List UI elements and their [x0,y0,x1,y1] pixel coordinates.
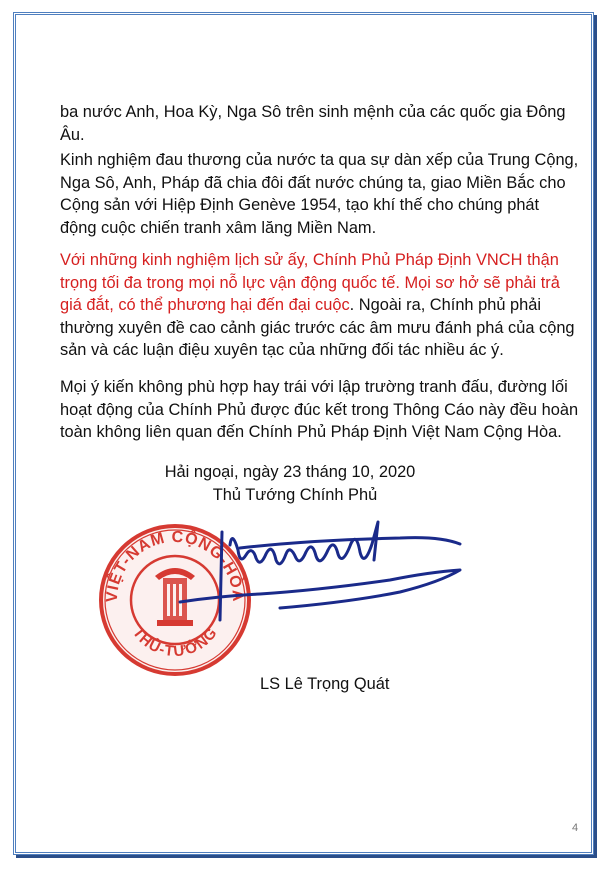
paragraph-3-highlight: Với những kinh nghiệm lịch sử ấy, Chính Phủ Pháp Định VNCH thận trọng tối đa trong mọi nỗ lực vận động quốc tế. Mọi sơ hở sẽ phải trả giá đắt, có thể phương hại đến đại cuộc [60,251,560,314]
seal-top-text: VIỆT-NAM CỘNG-HÒA [103,528,247,603]
paragraph-2: Kinh nghiệm đau thương của nước ta qua sự dàn xếp của Trung Cộng, Nga Sô, Anh, Pháp đã chia đôi đất nước chúng ta, giao Miền Bắc cho Cộng sản với Hiệp Định Genève 1954, tạo khí thế cho chúng phát động cuộc chiến tranh xâm lăng Miền Nam. [60,151,579,237]
signer-name: LS Lê Trọng Quát [260,675,390,693]
place-date: Hải ngoại, ngày 23 tháng 10, 2020 [164,463,416,481]
paragraph-1: ba nước Anh, Hoa Kỳ, Nga Sô trên sinh mệnh của các quốc gia Đông Âu. [60,103,566,144]
page-number: 4 [572,822,579,834]
handwritten-signature [160,510,480,630]
paragraph-4: Mọi ý kiến không phù hợp hay trái với lập trường tranh đấu, đường lối hoạt động của Chính Phủ được đúc kết trong Thông Cáo này đều hoàn toàn không liên quan đến Chính Phủ Pháp Định Việt Nam Cộng Hòa. [60,378,579,441]
seal-bottom-text: THỦ-TƯỚNG [129,624,222,661]
paragraph-3 [60,249,580,362]
paragraph-3-rest: . Ngoài ra, Chính phủ phải thường xuyên đề cao cảnh giác trước các âm mưu đánh phá của cộng sản và các luận điệu xuyên tạc của những đối tác nhiều ác ý. [60,296,575,359]
signer-title: Thủ Tướng Chính Phủ [212,486,378,504]
